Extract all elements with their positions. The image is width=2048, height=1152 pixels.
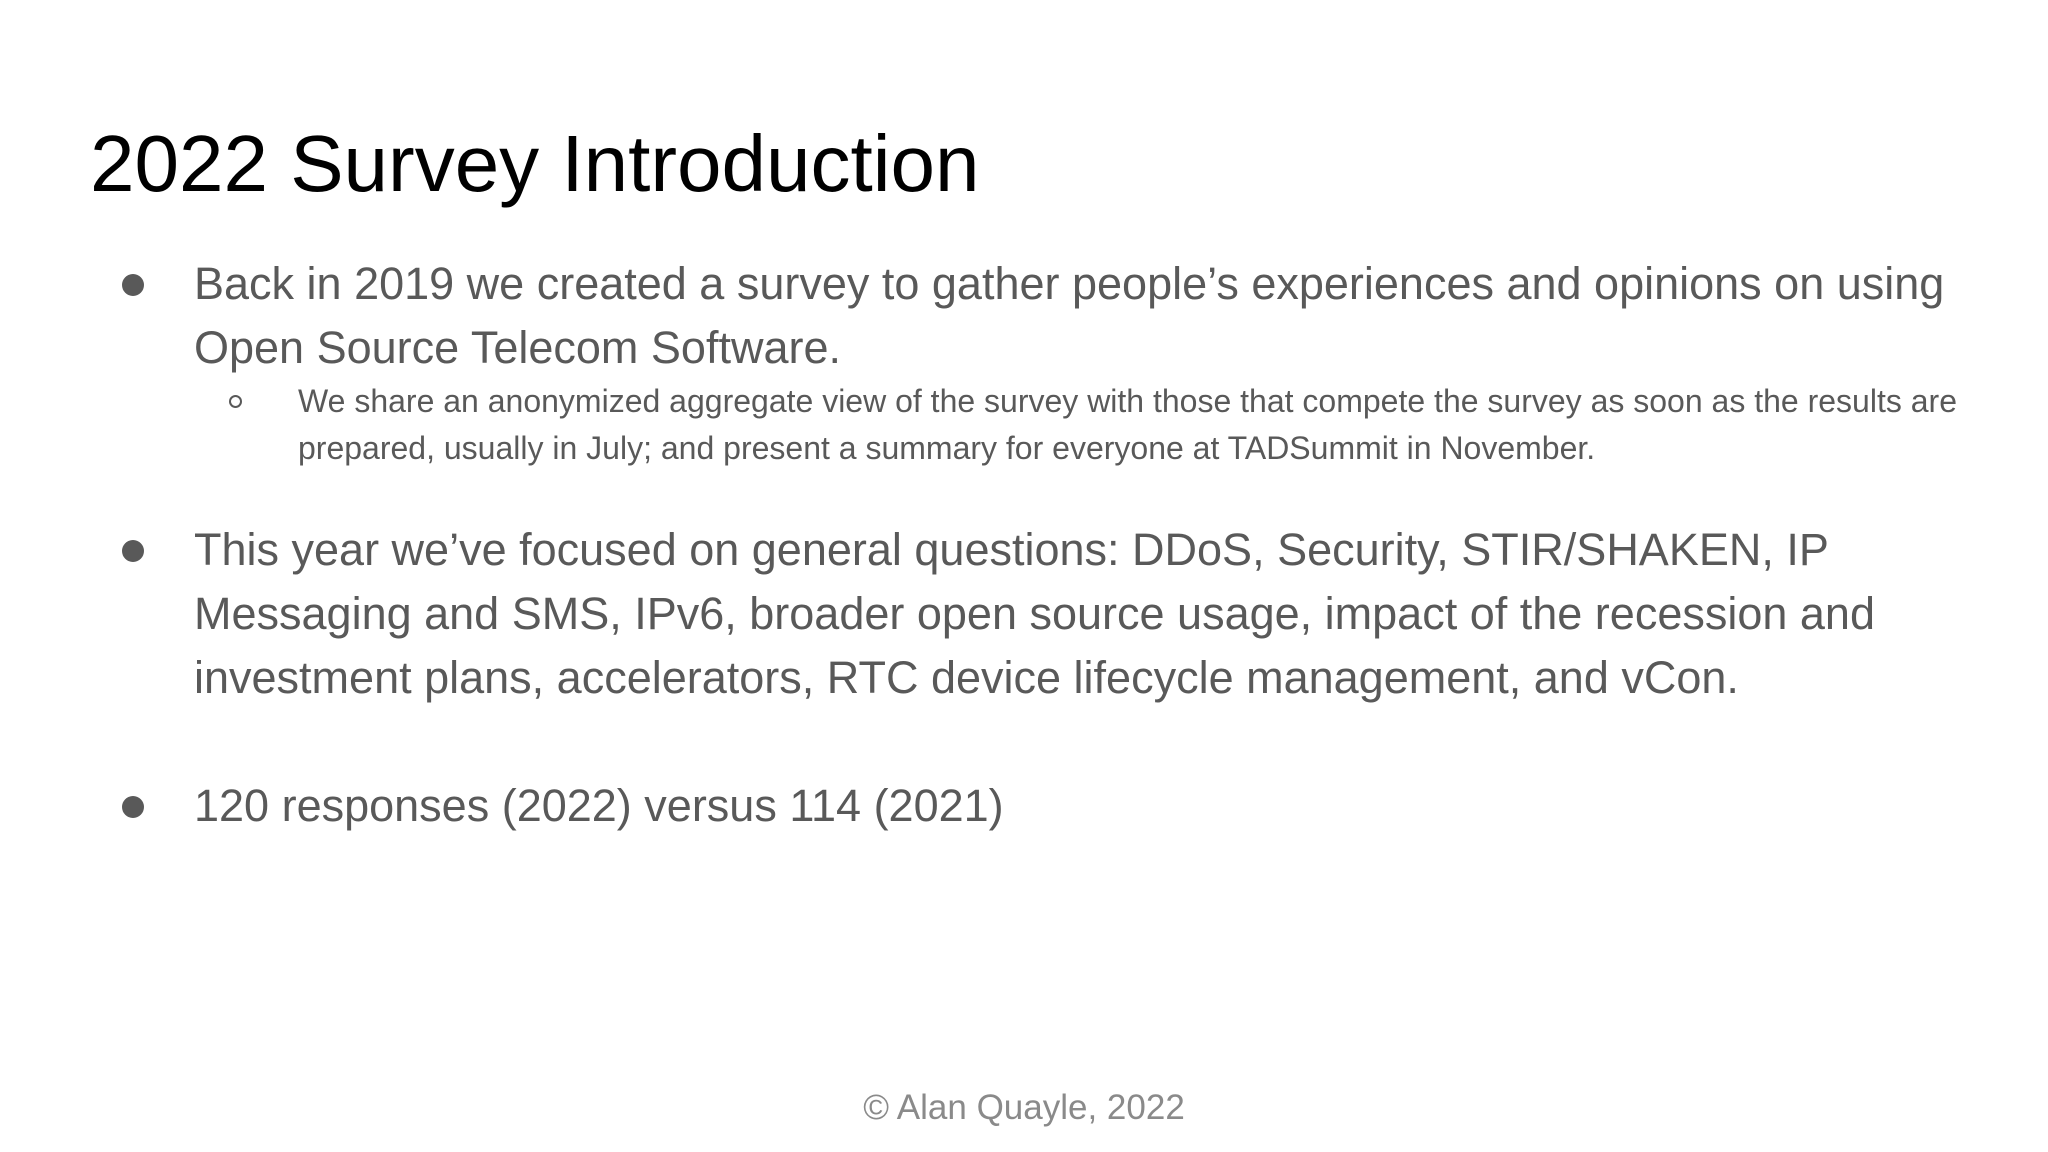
bullet-dot-icon bbox=[122, 540, 144, 562]
bullet-dot-icon bbox=[122, 796, 144, 818]
copyright-footer: © Alan Quayle, 2022 bbox=[863, 1088, 1185, 1127]
sub-bullet-text: We share an anonymized aggregate view of the survey with those that compete the survey as soon as the results are prepared, usually in July; and present a summary for everyone at TADSummit in November. bbox=[298, 383, 1957, 466]
bullet-item-response-count bbox=[194, 774, 1954, 838]
bullet-item-survey-history bbox=[194, 252, 1954, 380]
bullet-text: This year we’ve focused on general questions: DDoS, Security, STIR/SHAKEN, IP Messaging and SMS, IPv6, broader open source usage, impact of the recession and investment plans, accelerators, RTC device lifecycle management, and vCon. bbox=[194, 524, 1875, 703]
bullet-text: Back in 2019 we created a survey to gather people’s experiences and opinions on using Open Source Telecom Software. bbox=[194, 258, 1945, 373]
bullet-item-focus-topics bbox=[194, 518, 1954, 710]
slide-title: 2022 Survey Introduction bbox=[90, 119, 980, 208]
sub-bullet-circle-icon bbox=[229, 395, 242, 408]
sub-bullet-item-anonymized-view bbox=[298, 378, 1968, 472]
bullet-dot-icon bbox=[122, 274, 144, 296]
bullet-text: 120 responses (2022) versus 114 (2021) bbox=[194, 780, 1004, 831]
